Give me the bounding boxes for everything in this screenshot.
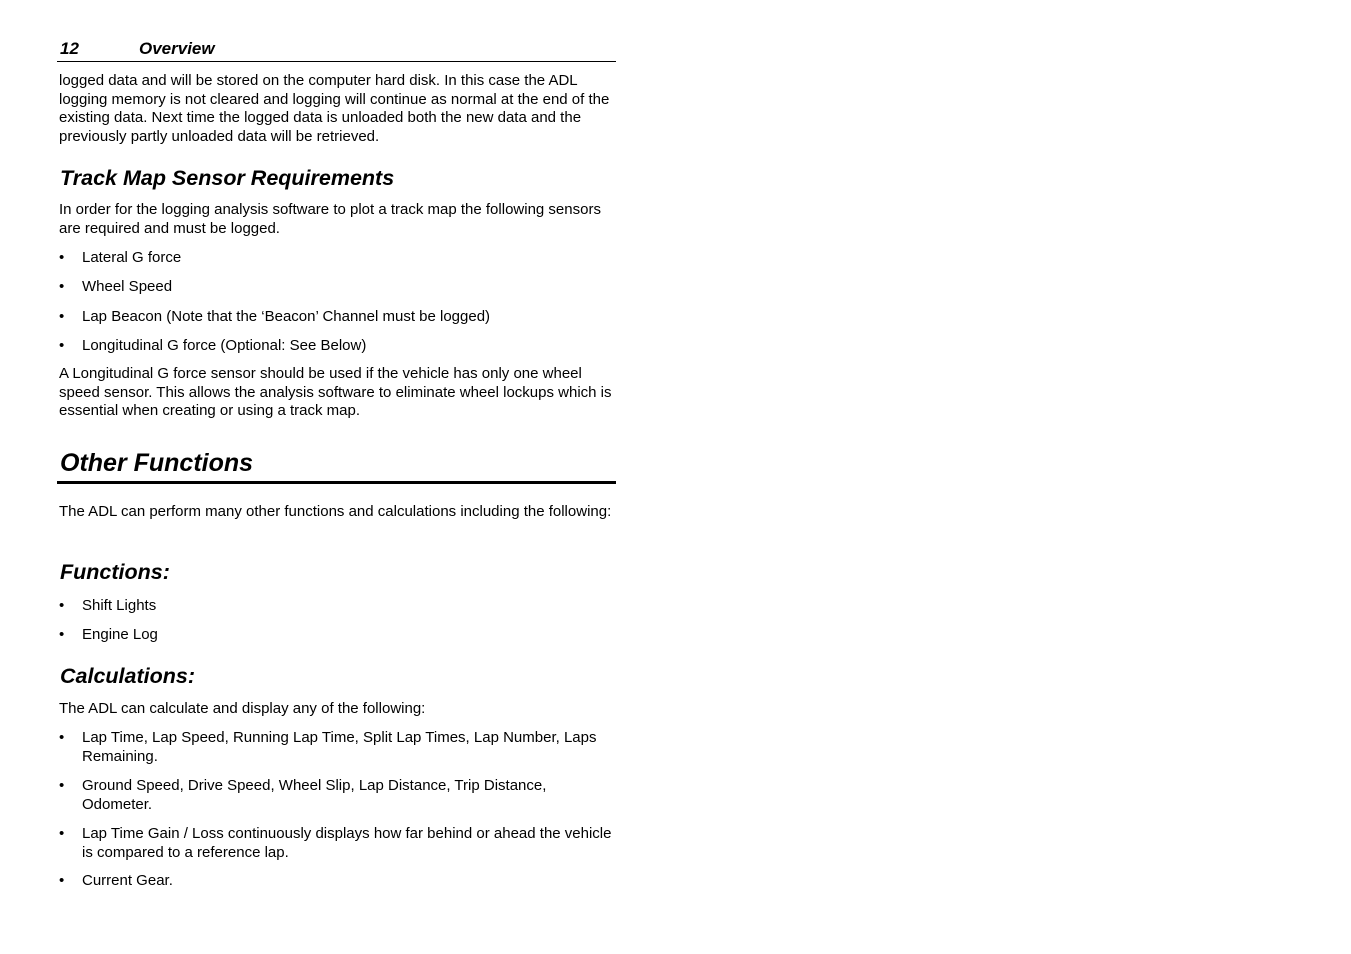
list-item-text: Lateral G force [82, 249, 182, 266]
section-title: Overview [139, 39, 215, 58]
bullet-icon: • [59, 825, 65, 842]
bullet-icon: • [59, 249, 65, 266]
list-item-text: Shift Lights [82, 597, 157, 614]
intro-paragraph: logged data and will be stored on the computer hard disk. In this case the ADL logging memory is not cleared and logging will continue as normal at the end of the existing data. Next time the logged data is unloaded both the new data and the previously partly unloaded data will be retrieved. [59, 72, 610, 145]
list-item-text: Engine Log [82, 626, 158, 643]
bullet-icon: • [59, 777, 65, 794]
list-item-text: Lap Time Gain / Loss continuously displays how far behind or ahead the vehicle is compared to a reference lap. [82, 825, 612, 861]
list-item-text: Ground Speed, Drive Speed, Wheel Slip, Lap Distance, Trip Distance, Odometer. [82, 777, 547, 813]
heading-rule [57, 481, 616, 484]
track-map-note: A Longitudinal G force sensor should be used if the vehicle has only one wheel speed sensor. This allows the analysis software to eliminate wheel lockups which is essential when creating or using a track map. [59, 365, 612, 420]
functions-heading: Functions: [60, 560, 170, 584]
calculations-heading: Calculations: [60, 664, 195, 688]
list-item-text: Current Gear. [82, 872, 173, 889]
bullet-icon: • [59, 337, 65, 354]
list-item-text: Longitudinal G force (Optional: See Below) [82, 337, 367, 354]
bullet-icon: • [59, 626, 65, 643]
track-map-intro: In order for the logging analysis software to plot a track map the following sensors are required and must be logged. [59, 201, 601, 237]
list-item-text: Lap Beacon (Note that the ‘Beacon’ Channel must be logged) [82, 308, 491, 325]
page-number: 12 [60, 39, 79, 58]
list-item-text: Lap Time, Lap Speed, Running Lap Time, Split Lap Times, Lap Number, Laps Remaining. [82, 729, 597, 765]
other-functions-intro: The ADL can perform many other functions and calculations including the following: [59, 503, 612, 520]
bullet-icon: • [59, 872, 65, 889]
list-item-text: Wheel Speed [82, 278, 173, 295]
calculations-intro: The ADL can calculate and display any of the following: [59, 700, 426, 717]
bullet-icon: • [59, 278, 65, 295]
running-header [57, 37, 616, 62]
bullet-icon: • [59, 597, 65, 614]
track-map-heading: Track Map Sensor Requirements [60, 166, 395, 190]
bullet-icon: • [59, 308, 65, 325]
bullet-icon: • [59, 729, 65, 746]
other-functions-heading: Other Functions [60, 449, 254, 477]
